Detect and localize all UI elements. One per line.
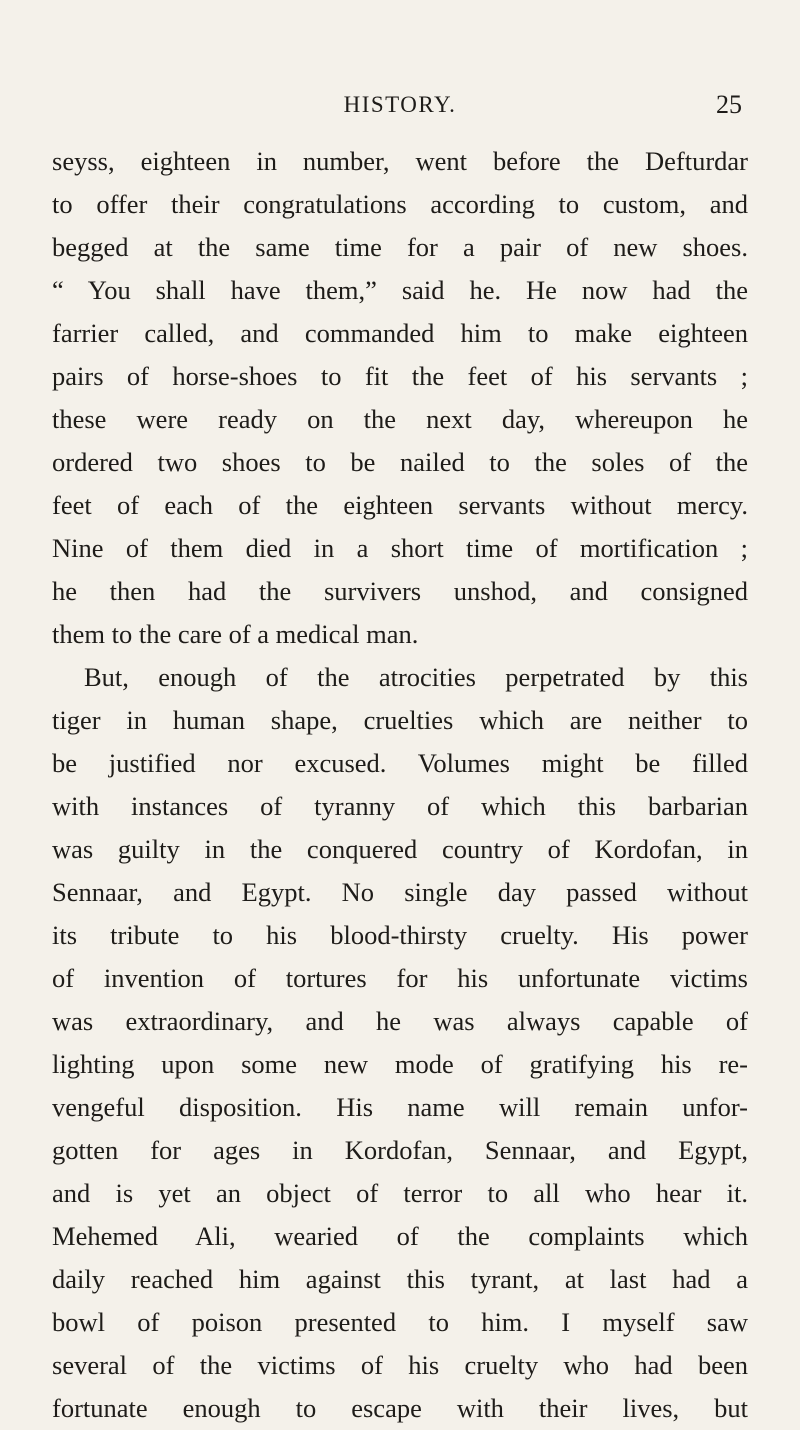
- text-line: with instances of tyranny of which this barbarian: [52, 791, 748, 821]
- text-line: “ You shall have them,” said he. He now had the: [52, 275, 748, 305]
- text-line: several of the victims of his cruelty who had been: [52, 1350, 748, 1380]
- text-line: was extraordinary, and he was always capable of: [52, 1006, 748, 1036]
- text-line: be justified nor excused. Volumes might be filled: [52, 748, 748, 778]
- text-line: daily reached him against this tyrant, at last had a: [52, 1264, 748, 1294]
- text-line: fortunate enough to escape with their lives, but: [52, 1393, 748, 1423]
- running-title: HISTORY.: [343, 92, 457, 117]
- page-number: 25: [716, 90, 742, 119]
- text-line: Mehemed Ali, wearied of the complaints which: [52, 1221, 748, 1251]
- text-line: tiger in human shape, cruelties which are neither to: [52, 705, 748, 735]
- text-line: to offer their congratulations according to custom, and: [52, 189, 748, 219]
- text-line: But, enough of the atrocities perpetrated by this: [84, 662, 748, 692]
- text-line: pairs of horse-shoes to fit the feet of his servants ;: [52, 361, 748, 391]
- text-line: he then had the survivers unshod, and consigned: [52, 576, 748, 606]
- text-line: gotten for ages in Kordofan, Sennaar, and Egypt,: [52, 1135, 748, 1165]
- text-line: bowl of poison presented to him. I myself saw: [52, 1307, 748, 1337]
- text-line: and is yet an object of terror to all who hear it.: [52, 1178, 748, 1208]
- text-line: these were ready on the next day, whereupon he: [52, 404, 748, 434]
- text-line: begged at the same time for a pair of new shoes.: [52, 232, 748, 262]
- text-line: ordered two shoes to be nailed to the soles of the: [52, 447, 748, 477]
- text-line: them to the care of a medical man.: [52, 619, 419, 649]
- text-line: farrier called, and commanded him to make eighteen: [52, 318, 748, 348]
- text-line: feet of each of the eighteen servants without mercy.: [52, 490, 748, 520]
- text-line: lighting upon some new mode of gratifying his re-: [52, 1049, 748, 1079]
- running-head: [52, 88, 748, 122]
- text-line: Sennaar, and Egypt. No single day passed without: [52, 877, 748, 907]
- body-text: [52, 140, 748, 1430]
- text-line: of invention of tortures for his unfortunate victims: [52, 963, 748, 993]
- text-line: its tribute to his blood-thirsty cruelty. His power: [52, 920, 748, 950]
- text-line: vengeful disposition. His name will remain unfor-: [52, 1092, 748, 1122]
- text-line: Nine of them died in a short time of mortification ;: [52, 533, 748, 563]
- text-line: seyss, eighteen in number, went before the Defturdar: [52, 146, 748, 176]
- text-line: was guilty in the conquered country of Kordofan, in: [52, 834, 748, 864]
